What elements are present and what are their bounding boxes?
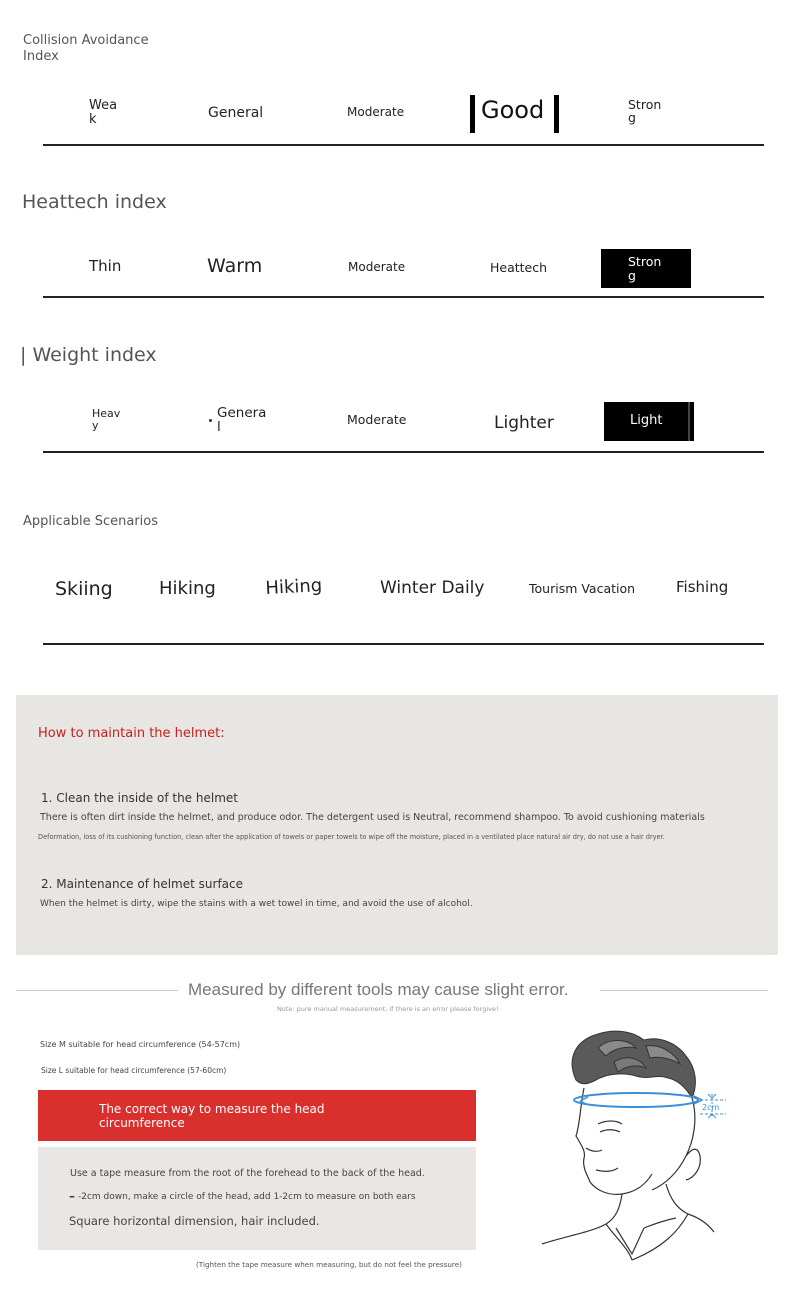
instruction-dash: –	[69, 1189, 75, 1203]
scenarios-divider	[43, 643, 764, 645]
tape-2cm-label: 2cm	[702, 1103, 720, 1112]
collision-option-weak: Wea k	[89, 98, 118, 127]
collision-divider	[43, 144, 764, 146]
maintenance-title: How to maintain the helmet:	[38, 726, 225, 741]
heattech-option-warm: Warm	[207, 255, 263, 277]
scenario-hiking: Hiking	[159, 578, 216, 599]
collision-option-moderate: Moderate	[347, 105, 405, 119]
step1-heading: 1. Clean the inside of the helmet	[41, 791, 238, 805]
measure-rule-left	[16, 990, 178, 991]
scenario-fishing: Fishing	[676, 578, 729, 596]
measure-instructions	[38, 1147, 476, 1250]
step2-text: When the helmet is dirty, wipe the stains with a wet towel in time, and avoid the use of alcohol.	[40, 899, 473, 909]
heattech-selected-box	[601, 249, 691, 288]
weight-divider	[43, 451, 764, 453]
selection-bar-right	[554, 95, 559, 133]
measure-banner	[38, 1090, 476, 1141]
weight-selected-box	[604, 402, 694, 441]
scenario-winter-daily: Winter Daily	[380, 578, 485, 598]
scenarios-title: Applicable Scenarios	[23, 514, 159, 529]
heattech-divider	[43, 296, 764, 298]
step1-text: There is often dirt inside the helmet, and produce odor. The detergent used is Neutral, recommend shampoo. To avoid cushioning materials	[40, 812, 705, 823]
heattech-option-thin: Thin	[89, 257, 122, 275]
weight-option-moderate: Moderate	[347, 412, 407, 427]
weight-option-lighter: Lighter	[494, 413, 554, 433]
weight-general-dot	[209, 419, 212, 422]
size-m-text: Size M suitable for head circumference (54-57cm)	[40, 1040, 241, 1049]
neck-collar	[542, 1184, 714, 1260]
step2-heading: 2. Maintenance of helmet surface	[41, 877, 244, 891]
weight-option-light-selected: Light	[630, 413, 663, 428]
measure-rule-right	[600, 990, 768, 991]
collision-index-title: Collision Avoidance Index	[23, 33, 149, 64]
size-l-text: Size L suitable for head circumference (57-60cm)	[41, 1066, 227, 1075]
weight-selected-edge	[688, 402, 690, 441]
weight-option-heavy: Heav y	[92, 407, 121, 432]
measure-footnote: (Tighten the tape measure when measuring, but do not feel the pressure)	[196, 1260, 462, 1269]
heattech-option-strong-selected: Stron g	[628, 254, 662, 283]
maintenance-panel	[16, 695, 778, 955]
instruction-line-2: -2cm down, make a circle of the head, add 1-2cm to measure on both ears	[78, 1192, 416, 1202]
scenario-hiking-2: Hiking	[264, 575, 323, 599]
weight-index-title: | Weight index	[20, 344, 157, 366]
instruction-line-1: Use a tape measure from the root of the forehead to the back of the head.	[70, 1168, 425, 1179]
selection-bar-left	[470, 95, 475, 133]
heattech-index-title: Heattech index	[22, 191, 167, 213]
head-measurement-illustration	[536, 1028, 736, 1264]
weight-option-general: Genera l	[217, 405, 267, 436]
collision-option-strong: Stron g	[628, 97, 662, 126]
scenario-skiing: Skiing	[55, 578, 113, 600]
step1-small-text: Deformation, loss of its cushioning function, clean after the application of towels or paper towels to wipe off the moisture, placed in a ventilated place natural air dry, do not use a hair dryer.	[38, 833, 665, 841]
measure-note: Note: pure manual measurement, if there is an error please forgive!	[277, 1005, 499, 1013]
measure-banner-text: The correct way to measure the head circumference	[99, 1102, 325, 1130]
hair-shape	[572, 1031, 695, 1098]
measure-title: Measured by different tools may cause slight error.	[188, 980, 569, 999]
heattech-option-heattech: Heattech	[490, 260, 548, 275]
instruction-line-3: Square horizontal dimension, hair included.	[69, 1214, 320, 1228]
collision-option-general: General	[208, 105, 264, 121]
collision-option-good-selected: Good	[481, 96, 545, 124]
scenario-tourism-vacation: Tourism Vacation	[529, 581, 636, 596]
heattech-option-moderate: Moderate	[348, 260, 406, 274]
